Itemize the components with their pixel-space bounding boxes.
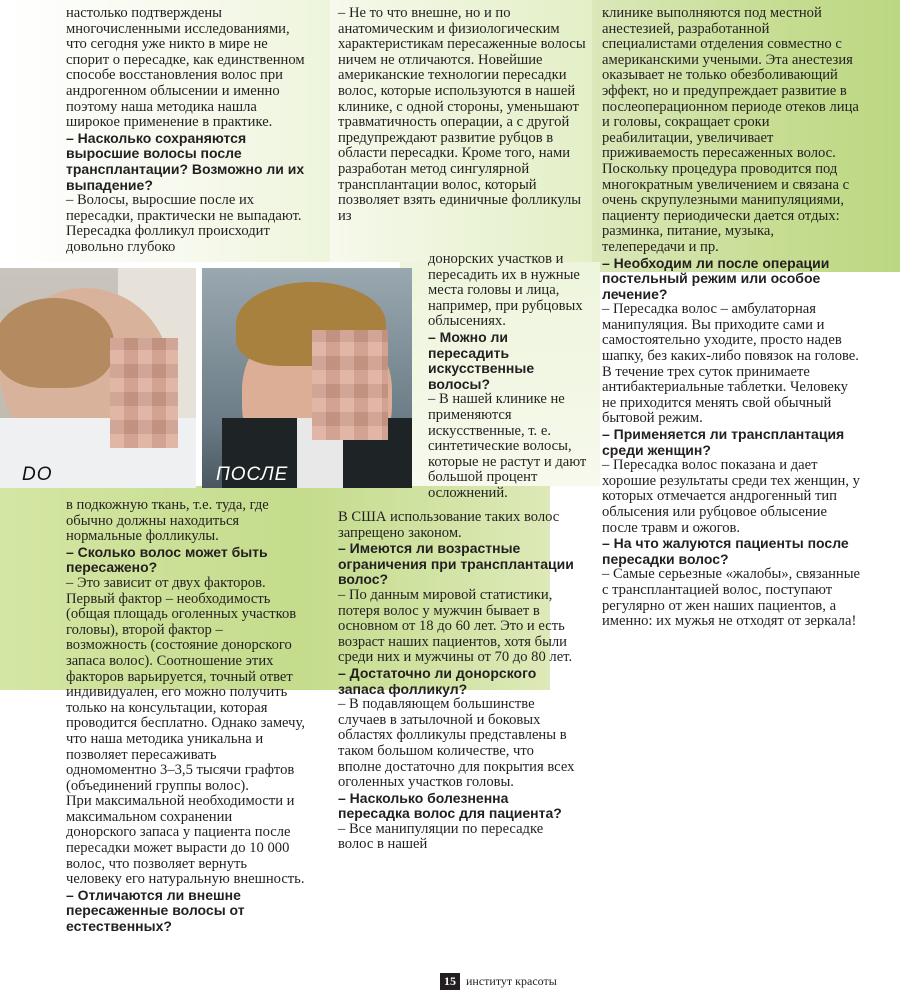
question-heading: – Можно ли пересадить искусственные волосы? — [428, 328, 535, 392]
blurred-face — [312, 330, 388, 440]
page-footer — [440, 973, 557, 990]
question-heading: – Необходим ли после операции постельный режим или особое лечение? — [602, 254, 830, 302]
paragraph: настолько подтверждены многочисленными исследованиями, что сегодня уже никто в мире не спорит о пересадке, как единственном способе восстановления волос при андрогенном облысении и именно поэтому наша методика нашла широкое применение в практике. — [66, 5, 305, 131]
before-photo — [0, 268, 196, 488]
question-heading: – Имеются ли возрастные ограничения при трансплантации волос? — [338, 540, 574, 588]
after-photo — [202, 268, 412, 488]
column-3 — [602, 6, 860, 630]
question-heading: – Применяется ли трансплантация среди женщин? — [602, 426, 845, 458]
question-heading: – Насколько болезненна пересадка волос для пациента? — [338, 789, 562, 822]
paragraph: – Это зависит от двух факторов. Первый фактор – необходимость (общая площадь оголенных участков головы), второй фактор – возможность (состояние донорского запаса волос). Соотношение этих факторов варьируется, точный ответ индивидуален, его можно получить только на консультации, которая проводится бесплатно. Однако замечу, что наша методика уникальна и позволяет пересаживать одномоментно 3–3,5 тысячи графтов (объединений группы волос). — [66, 574, 305, 794]
paragraph: При максимальной необходимости и максимальном сохранении донорского запаса у пациента после пересадки может вырасти до 10 000 волос, что позволяет вернуть человеку его натуральную внешность. — [66, 793, 305, 888]
question-heading: – Отличаются ли внешне пересаженные волосы от естественных? — [66, 886, 245, 935]
column-1-top — [66, 6, 310, 256]
paragraph: – По данным мировой статистики, потеря волос у мужчин бывает в основном от 18 до 60 лет. Это и есть возраст наших пациентов, хотя были среди них и мужчины от 70 до 80 лет. — [338, 586, 573, 666]
paragraph: – Самые серьезные «жалобы», связанные с трансплантацией волос, поступают регулярно от жен наших пациентов, а именно: их мужья не отходят от зеркала! — [602, 566, 860, 630]
paragraph: – Не то что внешне, но и по анатомическим и физиологическим характеристикам пересаженные волосы ничем не отличаются. Новейшие американские технологии пересадки волос, которые используются в нашей клинике, с одной стороны, уменьшают травматичность операции, а с другой предупреждают развитие рубцов в области пересадки. Кроме того, нами разработан метод сингулярной трансплантации волос, который позволяет взять единичные фолликулы из — [338, 5, 586, 224]
question-heading: – На что жалуются пациенты после пересадки волос? — [602, 535, 849, 567]
question-heading: – Насколько сохраняются выросшие волосы после трансплантации? Возможно ли их выпадение? — [66, 129, 305, 193]
paragraph: – Пересадка волос показана и дает хорошие результаты среди тех женщин, у которых отмечается андрогенный тип облысения или рубцовое облысение после травм и ожогов. — [602, 457, 860, 536]
column-2-narrow — [428, 252, 592, 502]
magazine-name: институт красоты — [466, 974, 557, 988]
question-heading: – Сколько волос может быть пересажено? — [66, 543, 268, 576]
paragraph: – Пересадка волос – амбулаторная манипуляция. Вы приходите сами и самостоятельно уходите, просто надев шапку, без каких-либо повязок на голове. В течение трех суток принимаете антибактериальные таблетки. Человеку не приходится менять свой обычный бытовой режим. — [602, 301, 859, 427]
column-1-bottom — [66, 498, 306, 935]
paragraph: в подкожную ткань, т.е. туда, где обычно должны находиться нормальные фолликулы. — [66, 497, 269, 545]
page-number: 15 — [440, 973, 460, 990]
paragraph: – Волосы, выросшие после их пересадки, практически не выпадают. Пересадка фолликул происходит довольно глубоко — [66, 192, 302, 255]
column-2-bottom — [338, 510, 578, 853]
paragraph: клинике выполняются под местной анестезией, разработанной специалистами отделения совместно с американскими учеными. Эта анестезия оказывает не только обезболивающий эффект, но и предупреждает развитие в послеоперационном периоде отеков лица и головы, сокращает сроки реабилитации, увеличивает приживаемость пересаженных волос. Поскольку процедура проводится под многократным увеличением и связана с очень скрупулезными манипуляциями, пациенту периодически дается отдых: разминка, питание, музыка, телепередачи и пр. — [602, 5, 859, 255]
column-2-top — [338, 6, 588, 224]
paragraph: донорских участков и пересадить их в нужные места головы и лица, например, при рубцовых облысениях. — [428, 251, 583, 330]
before-label: DO — [22, 464, 53, 485]
question-heading: – Достаточно ли донорского запаса фолликул? — [338, 664, 537, 697]
paragraph: В США использование таких волос запрещено законом. — [338, 509, 560, 541]
paragraph: – В подавляющем большинстве случаев в затылочной и боковых областях фолликулы представлены в таком большом количестве, что вполне достаточно для покрытия всех оголенных участков головы. — [338, 696, 575, 791]
paragraph: – Все манипуляции по пересадке волос в нашей — [338, 820, 544, 853]
paragraph: – В нашей клинике не применяются искусственные, т. е. синтетические волосы, которые не растут и дают большой процент осложнений. — [428, 391, 587, 501]
blurred-face — [110, 338, 178, 448]
after-label: ПОСЛЕ — [216, 464, 289, 485]
